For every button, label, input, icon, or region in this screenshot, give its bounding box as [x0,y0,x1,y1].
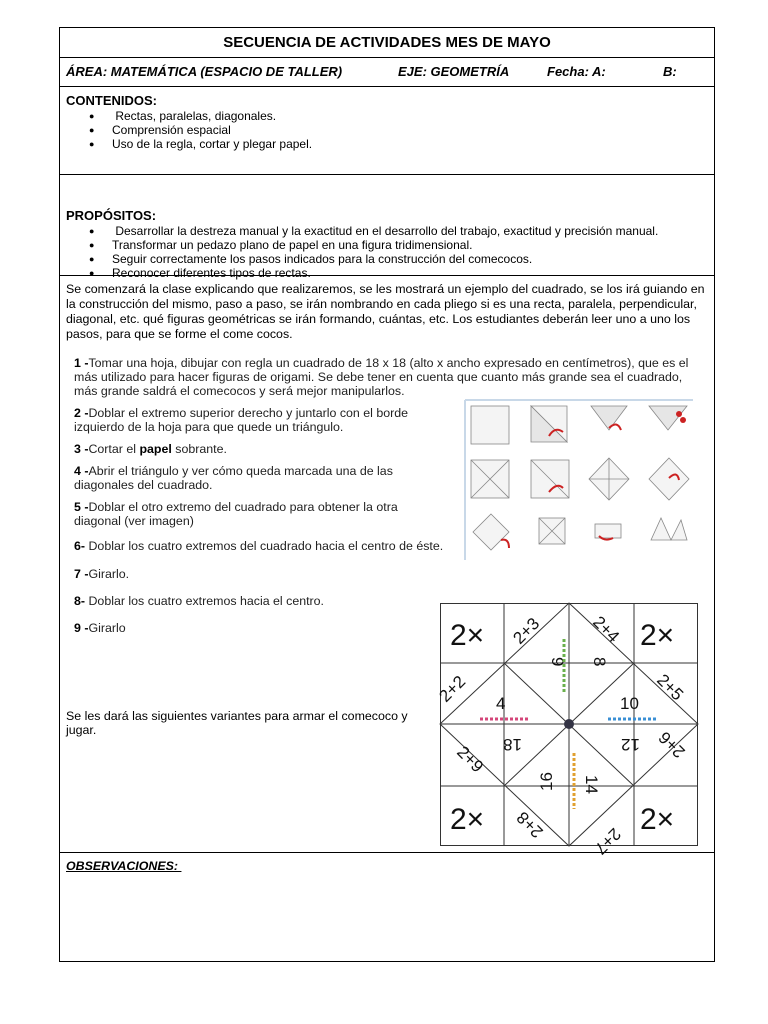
edge-label: 2+3 [509,613,544,648]
corner-label: 2× [450,803,485,836]
area-label: ÁREA: MATEMÁTICA (ESPACIO DE TALLER) [66,64,343,79]
step-item: 2 -Doblar el extremo superior derecho y juntarlo con el borde izquierdo de la hoja para que quede un triángulo. [74,406,409,434]
edge-label: 2+6 [654,727,689,762]
corner-label: 2× [640,619,675,652]
propositos-section [60,175,714,280]
variants-paragraph: Se les dará las siguientes variantes para armar el comecoco y jugar. [66,709,408,737]
step-item: 6- Doblar los cuatro extremos del cuadrado hacia el centro de éste. [74,539,444,553]
step-item: 4 -Abrir el triángulo y ver cómo queda marcada una de las diagonales del cuadrado. [74,464,393,492]
corner-label: 2× [450,619,485,652]
list-item: ● Uso de la regla, cortar y plegar papel. [60,137,312,151]
step-item: 8- Doblar los cuatro extremos hacia el centro. [74,594,325,608]
edge-label: 2+9 [453,742,488,777]
eje-label: EJE: GEOMETRÍA [398,64,510,79]
page-title: SECUENCIA DE ACTIVIDADES MES DE MAYO [60,28,714,58]
propositos-heading: PROPÓSITOS: [66,208,157,223]
inner-label: 14 [582,775,601,794]
worksheet [59,27,715,962]
folding-steps-image [465,400,693,560]
propositos-list [60,224,658,280]
inner-label: 8 [590,657,609,667]
inner-label: 4 [496,694,506,713]
step-item: 9 -Girarlo [74,621,126,635]
list-item: ● Transformar un pedazo plano de papel en una figura tridimensional. [60,238,658,252]
inner-label: 18 [503,735,522,754]
step-item: 3 -Cortar el papel sobrante. [74,442,227,456]
list-item: ● Reconocer diferentes tipos de rectas. [60,266,658,280]
inner-label: 16 [537,772,556,791]
contenidos-section [60,87,714,175]
contenidos-heading: CONTENIDOS: [66,93,157,108]
meta-row [60,58,714,87]
contenidos-list [60,109,312,151]
list-item: ● Desarrollar la destreza manual y la exactitud en el desarrollo del trabajo, exactitud y precisión manual. [60,224,658,238]
step-item: 5 -Doblar el otro extremo del cuadrado para obtener la otra diagonal (ver imagen) [74,500,398,528]
edge-label: 2+5 [653,670,688,705]
edge-label: 2+8 [512,807,547,842]
list-item: ● Rectas, paralelas, diagonales. [60,109,312,123]
step-item: 7 -Girarlo. [74,567,130,581]
step-item: 1 -Tomar una hoja, dibujar con regla un cuadrado de 18 x 18 (alto x ancho expresado en centímetros), que es el más utilizado para hacer figuras de origami. Se debe tener en cuenta que cuanto más grande sea el cuadrado, más grande saldrá el comecocos y será mejor manipularlos. [74,356,689,398]
edge-label: 2+2 [435,671,470,706]
edge-label: 2+7 [590,824,625,859]
list-item: ● Comprensión espacial [60,123,312,137]
intro-paragraph: Se comenzará la clase explicando que realizaremos, se les mostrará un ejemplo del cuadrado, se los irá guiando en la construcción del mismo, paso a paso, se irán nombrando en cada pliego si es una recta, paralela, perpendicular, diagonal, etc. qué figuras geométricas se irán formando, cuántas, etc. Los estudiantes deberán leer uno a uno los pasos, para que se forme el come cocos. [66,282,705,341]
cootie-catcher-image [435,603,698,859]
development-section [60,276,714,859]
center-dot [564,719,574,729]
b-label: B: [663,64,677,79]
observaciones-section [60,853,714,961]
edge-label: 2+4 [589,612,624,647]
corner-label: 2× [640,803,675,836]
inner-label: 10 [620,694,639,713]
observaciones-heading: OBSERVACIONES: [66,859,178,873]
list-item: ● Seguir correctamente los pasos indicados para la construcción del comecocos. [60,252,658,266]
fecha-label: Fecha: A: [547,64,606,79]
inner-label: 12 [621,735,640,754]
inner-label: 9 [548,657,567,667]
